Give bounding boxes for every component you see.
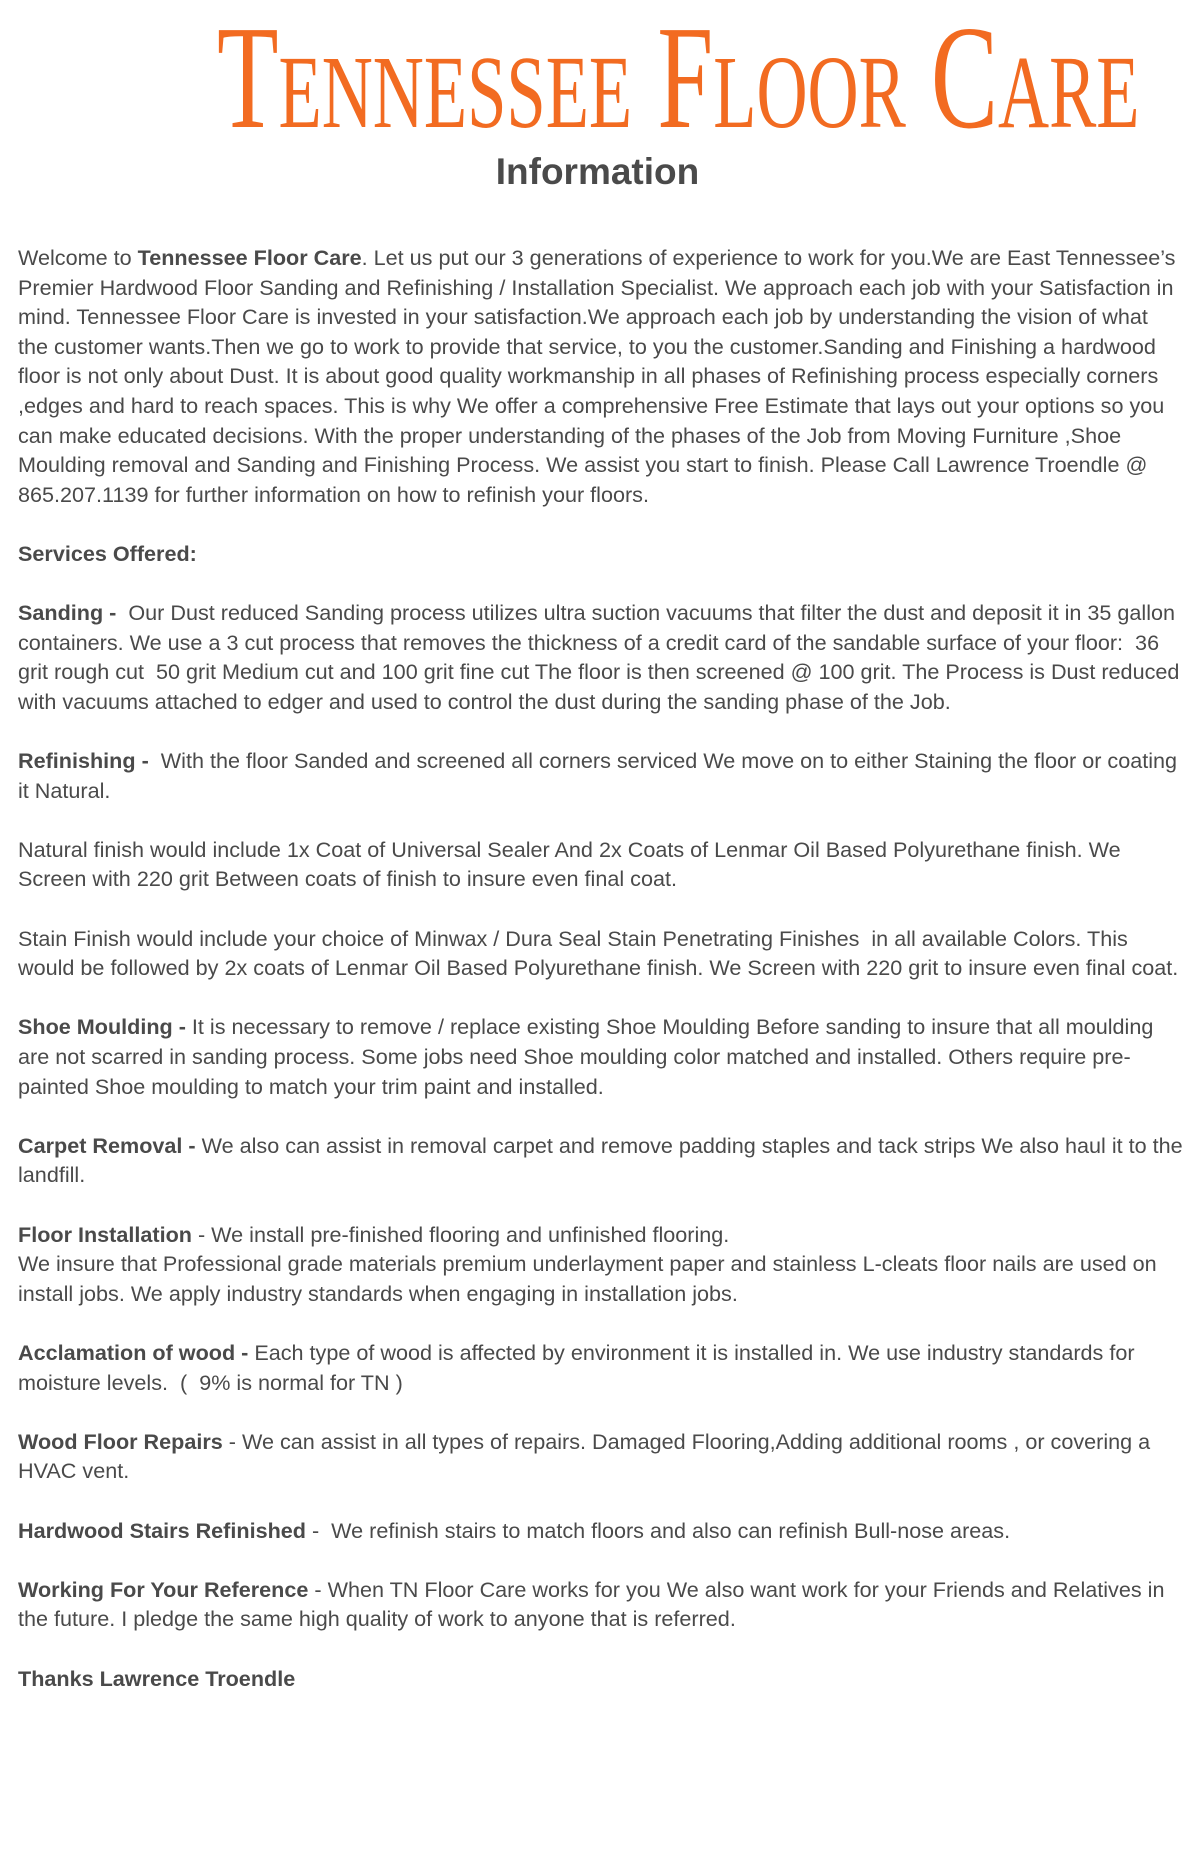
signoff bbox=[18, 1664, 1183, 1694]
logo-wordmark: Tennessee Floor Care bbox=[217, 0, 1140, 160]
service-text: Each type of wood is affected by environment it is installed in. We use industry standards for moisture levels. ( 9% is normal for TN ) bbox=[18, 1339, 1141, 1395]
service-text-continued: We insure that Professional grade materials premium underlayment paper and stainless L-cleats floor nails are used on install jobs. We apply industry standards when engaging in installation jobs. bbox=[18, 1251, 1163, 1306]
stain-finish-paragraph bbox=[18, 924, 1183, 983]
natural-finish-paragraph bbox=[18, 835, 1183, 894]
service-wood-floor-repairs bbox=[18, 1427, 1183, 1486]
service-carpet-removal bbox=[18, 1131, 1189, 1190]
signoff-text: Thanks Lawrence Troendle bbox=[18, 1665, 296, 1691]
intro-paragraph bbox=[18, 243, 1183, 509]
service-text: - We refinish stairs to match floors and also can refinish Bull-nose areas. bbox=[305, 1517, 1011, 1543]
intro-body: . Let us put our 3 generations of experience to work for you.We are East Tennessee’s Premier Hardwood Floor Sanding and Refinishing / Installation Specialist. We approach each job with your Satisfaction in mind. Tennessee Floor Care is invested in your satisfaction.We approach each job by understanding the vision of what the customer wants.Then we go to work to provide that service, to you the customer.Sanding and Finishing a hardwood floor is not only about Dust. It is about good quality workmanship in all phases of Refinishing process especially corners ,edges and hard to reach spaces. This is why We offer a comprehensive Free Estimate that lays out your options so you can make educated decisions. With the proper understanding of the phases of the Job from Moving Furniture ,Shoe Moulding removal and Sanding and Finishing Process. We assist you start to finish. Please Call Lawrence Troendle @ 865.207.1139 for further information on how to refinish your floors. bbox=[18, 245, 1176, 507]
service-hardwood-stairs bbox=[18, 1516, 1183, 1546]
service-title: Sanding - bbox=[18, 600, 117, 626]
service-text: - When TN Floor Care works for you We also want work for your Friends and Relatives in the future. I pledge the same high quality of work to anyone that is referred. bbox=[18, 1576, 1171, 1632]
service-title: Hardwood Stairs Refinished bbox=[18, 1517, 306, 1543]
service-text: With the floor Sanded and screened all corners serviced We move on to either Staining the floor or coating it Natural. bbox=[18, 748, 1184, 803]
service-text: Stain Finish would include your choice of Minwax / Dura Seal Stain Penetrating Finishes in all available Colors. This would be followed by 2x coats of Lenmar Oil Based Polyurethane finish. We Screen with 220 grit to insure even final coat. bbox=[18, 925, 1179, 981]
service-working-for-reference bbox=[18, 1575, 1183, 1634]
services-heading-text: Services Offered: bbox=[18, 540, 197, 566]
service-title: Wood Floor Repairs bbox=[18, 1428, 223, 1454]
service-acclamation-of-wood bbox=[18, 1338, 1183, 1397]
service-text: - We install pre-finished flooring and unfinished flooring. bbox=[191, 1221, 730, 1247]
service-title: Floor Installation bbox=[18, 1221, 192, 1247]
intro-prefix: Welcome to bbox=[18, 245, 138, 270]
intro-company-name: Tennessee Floor Care bbox=[137, 245, 362, 270]
service-text: Our Dust reduced Sanding process utilizes ultra suction vacuums that filter the dust and deposit it in 35 gallon containers. We use a 3 cut process that removes the thickness of a credit card of the sandable surface of your floor: 36 grit rough cut 50 grit Medium cut and 100 grit fine cut The floor is then screened @ 100 grit. The Process is Dust reduced with vacuums attached to edger and used to control the dust during the sanding phase of the Job. bbox=[18, 600, 1186, 714]
service-floor-installation bbox=[18, 1220, 1183, 1309]
site-logo bbox=[0, 0, 1195, 160]
service-text: We also can assist in removal carpet and remove padding staples and tack strips We also haul it to the landfill. bbox=[18, 1132, 1189, 1188]
service-title: Acclamation of wood - bbox=[18, 1339, 249, 1365]
service-sanding bbox=[18, 598, 1186, 716]
service-title: Carpet Removal - bbox=[18, 1132, 196, 1158]
service-shoe-moulding bbox=[18, 1012, 1183, 1101]
service-refinishing bbox=[18, 746, 1183, 805]
service-text: - We can assist in all types of repairs. Damaged Flooring,Adding additional rooms , or covering a HVAC vent. bbox=[18, 1428, 1157, 1484]
service-title: Shoe Moulding - bbox=[18, 1014, 186, 1040]
service-text: It is necessary to remove / replace existing Shoe Moulding Before sanding to insure that all moulding are not scarred in sanding process. Some jobs need Shoe moulding color matched and installed. Others require pre-painted Shoe moulding to match your trim paint and installed. bbox=[18, 1014, 1160, 1099]
page-title: Information bbox=[495, 151, 700, 192]
services-heading bbox=[18, 539, 1183, 569]
main-content bbox=[18, 243, 1189, 1693]
service-title: Refinishing - bbox=[18, 748, 149, 774]
service-text: Natural finish would include 1x Coat of Universal Sealer And 2x Coats of Lenmar Oil Based Polyurethane finish. We Screen with 220 grit Between coats of finish to insure even final coat. bbox=[18, 836, 1127, 892]
service-title: Working For Your Reference bbox=[18, 1576, 309, 1602]
